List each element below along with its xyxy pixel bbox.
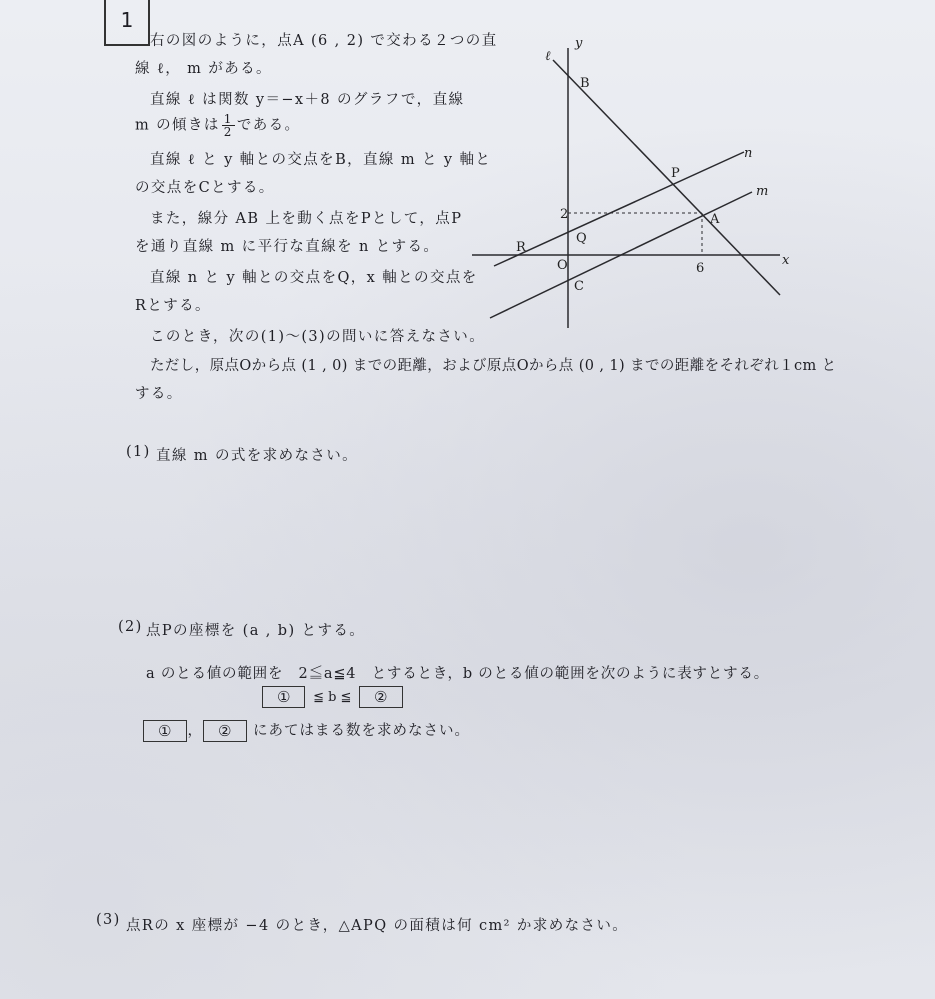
intro-line-2: 線 ℓ， m がある。 (135, 61, 272, 77)
intro-line-4 (135, 113, 300, 138)
intro-line-10: Rとする。 (135, 298, 211, 314)
fraction-denominator: 2 (223, 125, 233, 139)
inequality-middle: ≦ b ≦ (313, 690, 352, 705)
q2-answer-row (143, 719, 470, 742)
blank-box-1-ref: ① (143, 720, 187, 742)
slope-text-end: である。 (236, 117, 301, 134)
label-P: P (671, 166, 680, 181)
inequality-row (262, 686, 403, 708)
q1-text: 直線 m の式を求めなさい。 (156, 448, 359, 464)
label-Q: Q (576, 231, 587, 246)
q3-text: 点Rの x 座標が −4 のとき，△APQ の面積は何 cm² か求めなさい。 (126, 918, 629, 934)
intro-line-8: を通り直線 m に平行な直線を n とする。 (135, 239, 440, 255)
label-B: B (580, 76, 590, 91)
intro-line-3: 直線 ℓ は関数 y＝−x＋8 のグラフで，直線 (150, 92, 465, 108)
label-2: 2 (560, 207, 569, 222)
q2-instruction: にあてはまる数を求めなさい。 (253, 723, 471, 739)
label-x: x (782, 253, 790, 268)
intro-line-13: する。 (135, 386, 183, 402)
fraction-numerator: 1 (223, 112, 233, 126)
q2-range-text: a のとる値の範囲を 2≦a≦4 とするとき，b のとる値の範囲を次のように表すとする。 (146, 666, 770, 682)
blank-box-2: ② (359, 686, 402, 708)
intro-line-6: の交点をCとする。 (135, 180, 275, 196)
intro-line-9: 直線 n と y 軸との交点をQ，x 軸との交点を (150, 270, 478, 286)
label-n: n (744, 146, 753, 161)
label-6: 6 (696, 261, 705, 276)
label-l: ℓ (545, 49, 551, 64)
fraction-one-half (222, 113, 235, 138)
intro-line-5: 直線 ℓ と y 軸との交点をB，直線 m と y 軸と (150, 152, 492, 168)
label-A: A (710, 212, 720, 227)
q2-text: 点Pの座標を (a , b) とする。 (146, 623, 366, 639)
label-C: C (574, 279, 584, 294)
comma: ， (187, 723, 203, 739)
label-O: O (557, 258, 568, 273)
blank-box-2-ref: ② (203, 720, 247, 742)
q2-label: (2) (118, 619, 143, 635)
q3-label: (3) (96, 912, 121, 928)
problem-number-box (104, 0, 150, 46)
coordinate-figure (460, 30, 805, 335)
problem-number: 1 (120, 8, 134, 32)
blank-box-1: ① (262, 686, 305, 708)
intro-line-1: 右の図のように，点A (6 , 2) で交わる２つの直 (150, 33, 498, 49)
slope-text: m の傾きは (135, 117, 220, 134)
label-R: R (516, 240, 526, 255)
q1-label: (1) (126, 444, 151, 460)
line-n (494, 152, 744, 266)
intro-line-11: このとき，次の(1)～(3)の問いに答えなさい。 (150, 329, 486, 345)
intro-line-12: ただし，原点Oから点 (1 , 0) までの距離，および原点Oから点 (0 , 1) までの距離をそれぞれ１cm と (150, 358, 837, 374)
label-m: m (756, 184, 769, 199)
line-l (553, 60, 780, 295)
label-y: y (575, 36, 583, 51)
intro-line-7: また，線分 AB 上を動く点をPとして，点P (150, 211, 463, 227)
